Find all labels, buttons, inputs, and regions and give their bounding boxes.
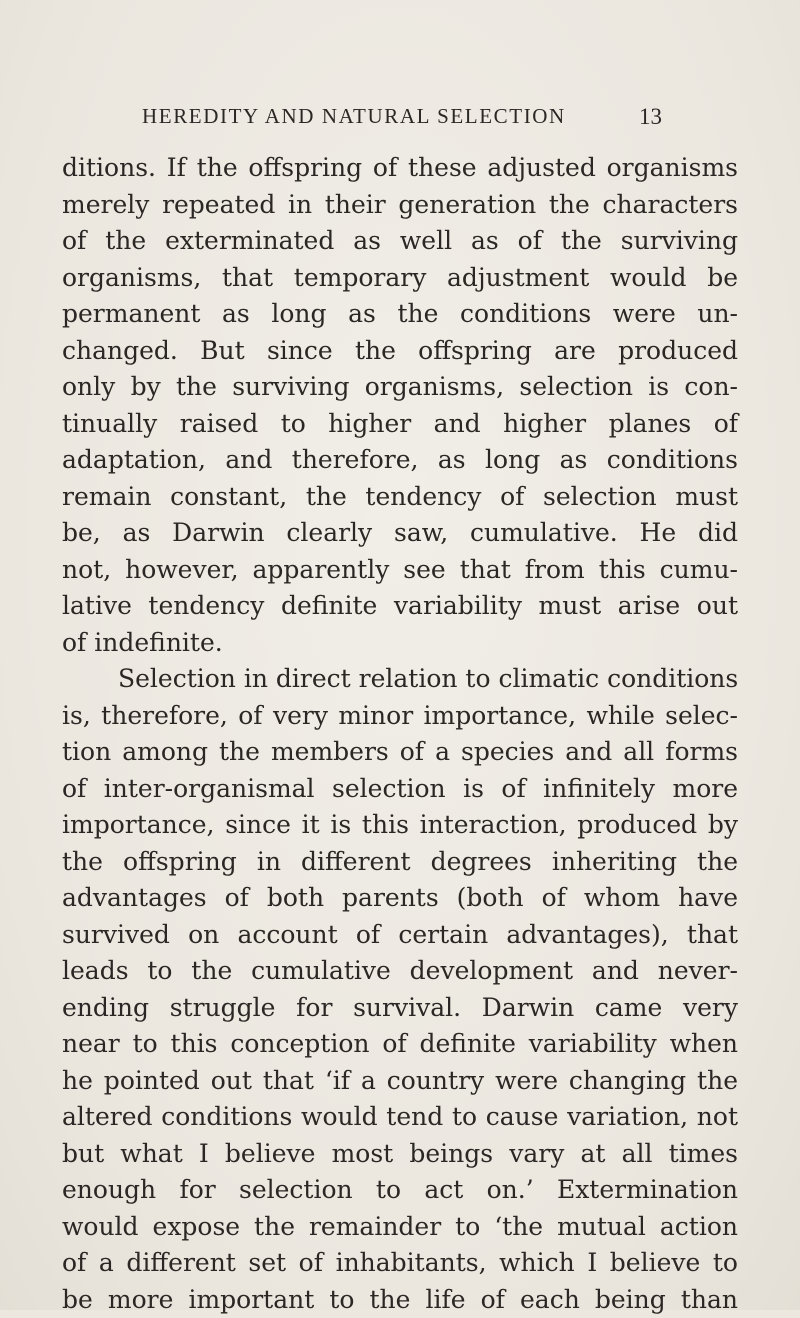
text-line: of the exterminated as well as of the surviving (62, 223, 738, 260)
text-line: lative tendency definite variability must arise out (62, 588, 738, 625)
body-text (62, 150, 738, 1318)
running-title: HEREDITY AND NATURAL SELECTION (142, 104, 566, 129)
text-line: of indefinite. (62, 625, 738, 662)
text-line: Selection in direct relation to climatic conditions (62, 661, 738, 698)
text-line: is, therefore, of very minor importance, while selec- (62, 698, 738, 735)
text-line: would expose the remainder to ‘the mutual action (62, 1209, 738, 1246)
text-line: organisms, that temporary adjustment would be (62, 260, 738, 297)
text-line: leads to the cumulative development and never- (62, 953, 738, 990)
text-line: be, as Darwin clearly saw, cumulative. He did (62, 515, 738, 552)
text-line: permanent as long as the conditions were un- (62, 296, 738, 333)
page-number: 13 (639, 104, 662, 130)
text-line: not, however, apparently see that from this cumu- (62, 552, 738, 589)
text-line: survived on account of certain advantages), that (62, 917, 738, 954)
text-line: of inter-organismal selection is of infinitely more (62, 771, 738, 808)
text-line: ending struggle for survival. Darwin came very (62, 990, 738, 1027)
text-line: but what I believe most beings vary at all times (62, 1136, 738, 1173)
text-line: of a different set of inhabitants, which I believe to (62, 1245, 738, 1282)
text-line: remain constant, the tendency of selection must (62, 479, 738, 516)
text-line: merely repeated in their generation the characters (62, 187, 738, 224)
text-line: the offspring in different degrees inheriting the (62, 844, 738, 881)
text-line: be more important to the life of each being than (62, 1282, 738, 1318)
running-head (142, 104, 662, 134)
text-line: advantages of both parents (both of whom have (62, 880, 738, 917)
text-line: near to this conception of definite variability when (62, 1026, 738, 1063)
text-line: tion among the members of a species and all forms (62, 734, 738, 771)
text-line: enough for selection to act on.’ Extermination (62, 1172, 738, 1209)
text-line: importance, since it is this interaction, produced by (62, 807, 738, 844)
text-line: only by the surviving organisms, selection is con- (62, 369, 738, 406)
text-line: he pointed out that ‘if a country were changing the (62, 1063, 738, 1100)
text-line: tinually raised to higher and higher planes of (62, 406, 738, 443)
text-line: ditions. If the offspring of these adjusted organisms (62, 150, 738, 187)
text-line: adaptation, and therefore, as long as conditions (62, 442, 738, 479)
text-line: changed. But since the offspring are produced (62, 333, 738, 370)
text-line: altered conditions would tend to cause variation, not (62, 1099, 738, 1136)
